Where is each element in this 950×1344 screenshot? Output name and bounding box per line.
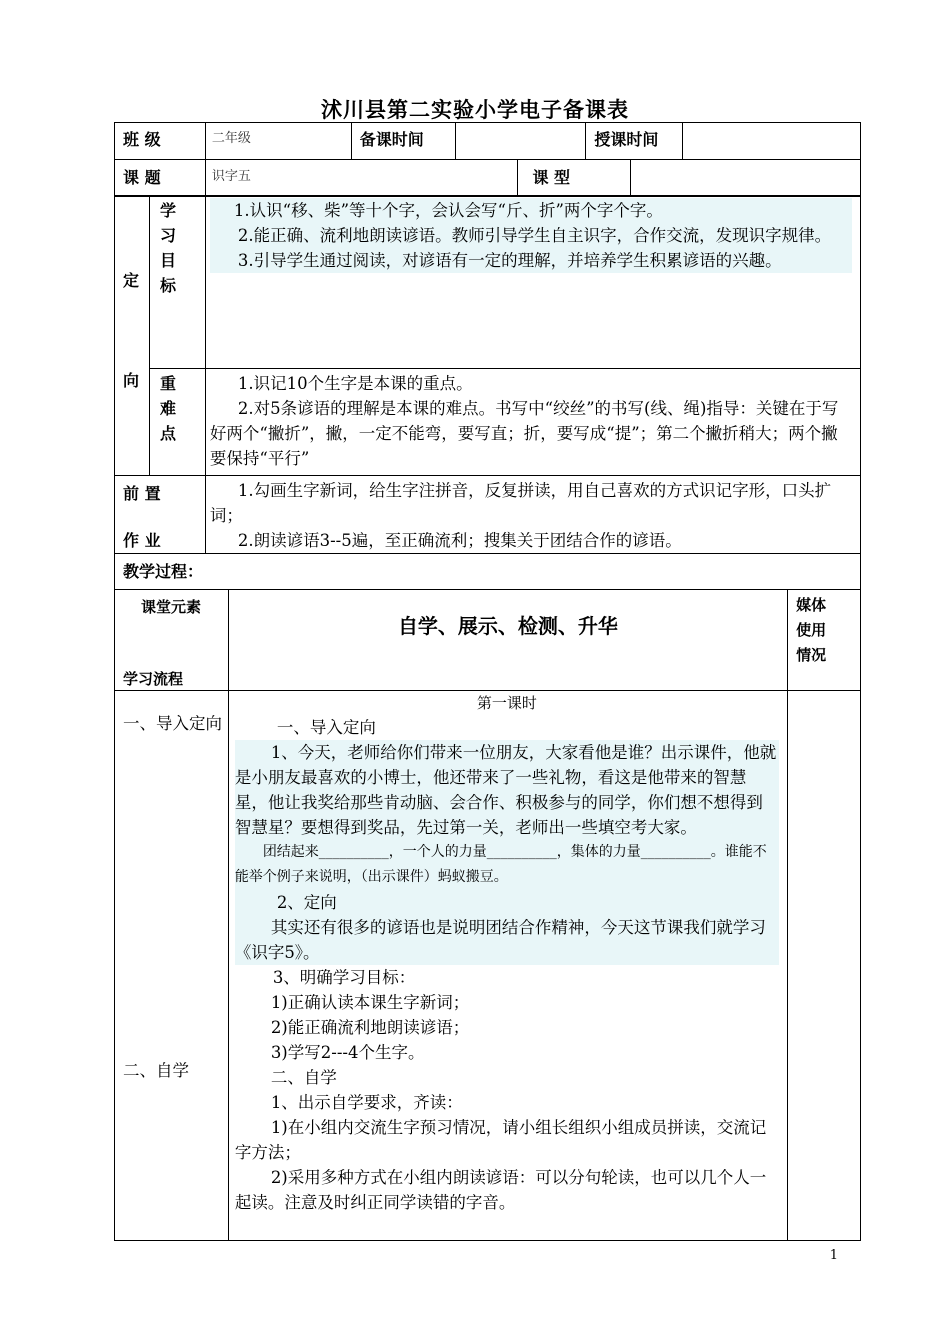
goal-item: 1.认识“移、柴”等十个字，会认会写“斤、折”两个字个字。 [210, 198, 852, 223]
prework-cell [205, 476, 860, 554]
prep-time-label: 备课时间 [351, 123, 455, 160]
process-table [114, 589, 861, 1241]
orientation-table [114, 195, 861, 476]
content-line: 3)学写2---4个生字。 [270, 1043, 425, 1062]
key-point-item: 1.识记10个生字是本课的重点。 [237, 374, 473, 393]
flow-cell [115, 691, 229, 1241]
prework-item: 2.朗读谚语3--5遍，至正确流利；搜集关于团结合作的谚语。 [237, 531, 682, 550]
media-label-cell [788, 590, 861, 691]
content-line: 一、导入定向 [276, 718, 376, 737]
goal-item: 2.能正确、流利地朗读谚语。教师引导学生自主识字，合作交流，发现识字规律。 [210, 223, 852, 248]
content-line: 2)采用多种方式在小组内朗读谚语：可以分句轮读，也可以几个人一起读。注意及时纠正同学读错的字音。 [234, 1168, 767, 1212]
key-label-char: 重 [159, 374, 176, 393]
prework-label-1: 前 置 [123, 484, 161, 503]
goals-cell [205, 196, 860, 369]
prework-table [114, 475, 861, 554]
page-number: 1 [829, 1248, 838, 1263]
content-line: 二、自学 [270, 1068, 337, 1087]
key-point-item: 2.对5条谚语的理解是本课的难点。书写中“绞丝”的书写(线、绳)指导：关键在于写好两个“撇折”，撇，一定不能弯，要写直；折，要写成“提”；第二个撇折稍大；两个撇要保持“平行” [209, 399, 839, 468]
process-main-title: 自学、展示、检测、升华 [228, 590, 787, 691]
media-label-line: 媒体 [796, 596, 827, 614]
element-label: 课堂元素 [141, 598, 202, 616]
content-cell [228, 691, 787, 1241]
type-value [631, 160, 861, 197]
teach-time-value [683, 123, 861, 160]
type-label: 课 型 [518, 160, 631, 197]
process-label-table [114, 553, 861, 590]
flow-step-1: 一、导入定向 [123, 714, 222, 733]
goals-label-char: 目 [159, 251, 176, 270]
content-line: 1)正确认读本课生字新词； [270, 993, 470, 1012]
goals-label-char: 习 [159, 226, 176, 245]
process-header-left [115, 590, 229, 691]
key-label-char: 点 [159, 424, 176, 443]
media-label-line: 使用 [796, 621, 827, 639]
content-line: 2)能正确流利地朗读谚语； [270, 1018, 470, 1037]
content-line: 其实还有很多的谚语也是说明团结合作精神，今天这节课我们就学习《识字5》。 [235, 915, 779, 965]
prework-label-cell [115, 476, 206, 554]
content-line: 1)在小组内交流生字预习情况，请小组长组织小组成员拼读，交流记字方法； [234, 1118, 767, 1162]
class-value: 二年级 [205, 123, 351, 160]
teach-time-label: 授课时间 [586, 123, 683, 160]
content-line: 1、出示自学要求，齐读： [270, 1093, 463, 1112]
topic-value: 识字五 [205, 160, 518, 197]
orientation-label-1: 定 [123, 271, 140, 290]
content-line: 2、定向 [235, 890, 779, 915]
flow-label: 学习流程 [123, 670, 184, 688]
goal-item: 3.引导学生通过阅读，对谚语有一定的理解，并培养学生积累谚语的兴趣。 [210, 248, 852, 273]
info-table [114, 122, 861, 160]
media-cell [788, 691, 861, 1241]
page-title: 沭川县第二实验小学电子备课表 [321, 98, 629, 122]
key-label-cell [149, 369, 205, 476]
flow-step-2: 二、自学 [123, 1061, 189, 1080]
key-points-cell [205, 369, 860, 476]
goals-label-char: 学 [159, 201, 176, 220]
orientation-label-2: 向 [123, 371, 140, 390]
orientation-side-cell [115, 196, 150, 476]
content-line: 团结起来__________，一个人的力量__________，集体的力量__________。谁能不能举个例子来说明，（出示课件）蚂蚁搬豆。 [235, 840, 779, 890]
goals-label-cell [149, 196, 205, 369]
prep-time-value [455, 123, 586, 160]
content-line: 3、明确学习目标： [272, 968, 416, 987]
prework-label-2: 作 业 [123, 531, 161, 550]
prework-item: 1.勾画生字新词，给生字注拼音，反复拼读，用自己喜欢的方式识记字形，口头扩词； [209, 481, 832, 525]
topic-table [114, 159, 861, 197]
class-label: 班 级 [115, 123, 206, 160]
process-label: 教学过程： [115, 554, 861, 590]
goals-label-char: 标 [159, 276, 176, 295]
topic-label: 课 题 [115, 160, 206, 197]
media-label-line: 情况 [796, 646, 827, 664]
key-label-char: 难 [159, 399, 176, 418]
content-line: 1、今天，老师给你们带来一位朋友，大家看他是谁？出示课件，他就是小朋友最喜欢的小博士，他还带来了一些礼物，看这是他带来的智慧星，他让我奖给那些肯动脑、会合作、积极参与的同学，你们想不想得到智慧星？要想得到奖品，先过第一关，老师出一些填空考大家。 [235, 740, 779, 840]
lesson-label: 第一课时 [476, 694, 537, 712]
